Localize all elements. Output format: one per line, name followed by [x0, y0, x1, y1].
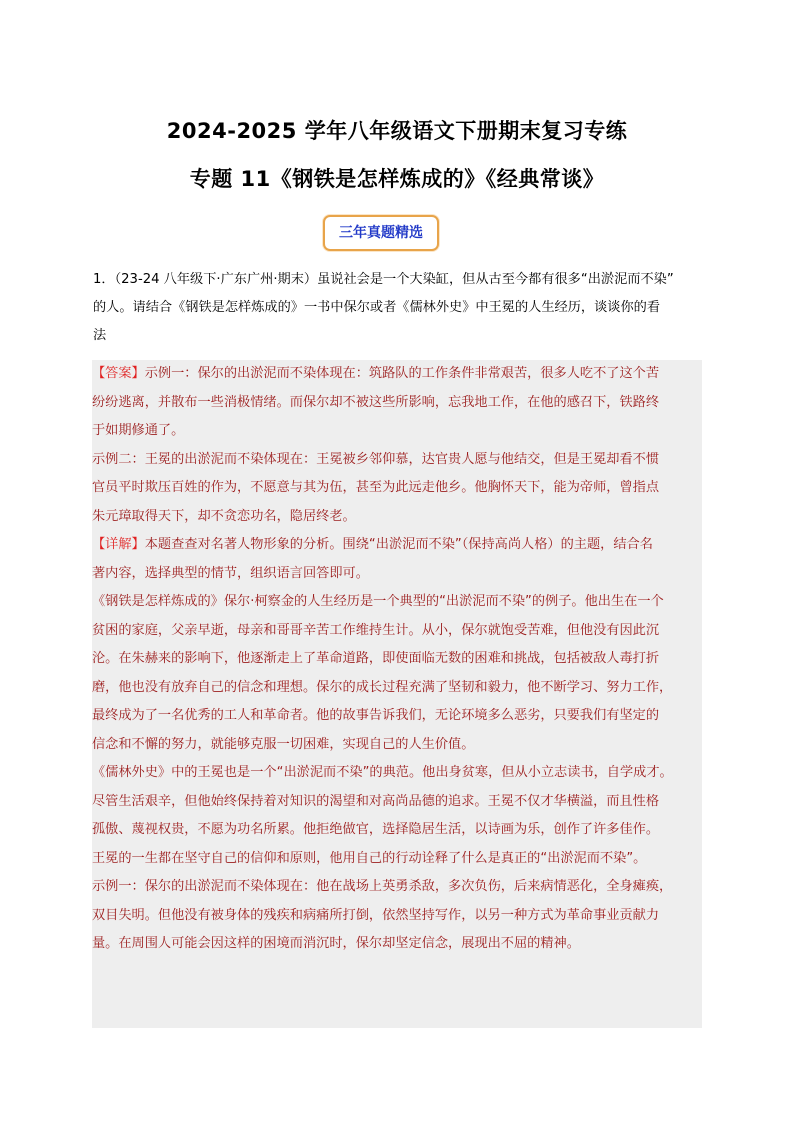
answer-line: 量。在周围人可能会因这样的困境而消沉时，保尔却坚定信念，展现出不屈的精神。: [92, 936, 580, 951]
answer-line: 最终成为了一名优秀的工人和革命者。他的故事告诉我们，无论环境多么恶劣，只要我们有坚定的: [92, 708, 660, 723]
answer-line: 信念和不懈的努力，就能够克服一切困难，实现自己的人生价值。: [92, 736, 475, 752]
answer-line: [92, 360, 702, 389]
detail-line: [92, 531, 702, 560]
answer-text: 示例一：保尔的出淤泥而不染体现在：筑路队的工作条件非常艰苦，很多人吃不了这个苦: [144, 366, 660, 381]
question-block: [93, 266, 711, 350]
document-subtitle: 专题 11《钢铁是怎样炼成的》《经典常谈》: [189, 167, 605, 191]
answer-line: 纷纷逃离，并散布一些消极情绪。而保尔却不被这些所影响，忘我地工作，在他的感召下，铁路终: [92, 394, 660, 410]
answer-line: 尽管生活艰辛，但他始终保持着对知识的渴望和对高尚品德的追求。王冕不仅才华横溢，而且性格: [92, 793, 660, 809]
answer-line: 著内容，选择典型的情节，组织语言回答即可。: [92, 565, 369, 581]
answer-line: 《儒林外史》中的王冕也是一个“出淤泥而不染”的典范。他出身贫寒，但从小立志读书，自学成才。: [92, 765, 673, 780]
answer-line: 王冕的一生都在坚守自己的信仰和原则，他用自己的行动诠释了什么是真正的“出淤泥而不染”。: [92, 850, 647, 866]
answer-line: 贫困的家庭，父亲早逝，母亲和哥哥辛苦工作维持生计。从小，保尔就饱受苦难，但他没有因此沉: [92, 622, 660, 638]
answer-block: [92, 360, 702, 1028]
answer-line: 示例二：王冕的出淤泥而不染体现在：王冕被乡邻仰慕，达官贵人愿与他结交，但是王冕却看不惯: [92, 451, 660, 467]
detail-tag: 【详解】: [92, 537, 145, 552]
answer-tag: 【答案】: [92, 366, 145, 381]
section-badge: 三年真题精选: [323, 215, 439, 251]
answer-line: 官员平时欺压百姓的作为，不愿意与其为伍，甚至为此远走他乡。他胸怀天下，能为帝师，曾指点: [92, 480, 660, 495]
answer-line: 《钢铁是怎样炼成的》保尔·柯察金的人生经历是一个典型的“出淤泥而不染”的例子。他出生在一个: [92, 594, 664, 609]
answer-line: 于如期修通了。: [92, 423, 185, 438]
detail-text: 本题查查对名著人物形象的分析。围绕“出淤泥而不染”（保持高尚人格）的主题，结合名: [144, 537, 653, 552]
question-line: 1．（23-24 八年级下·广东广州·期末）虽说社会是一个大染缸，但从古至今都有很多“出淤泥而不染”: [93, 272, 674, 287]
answer-line: 朱元璋取得天下，却不贪恋功名，隐居终老。: [92, 508, 356, 524]
question-line: 的人。请结合《钢铁是怎样炼成的》一书中保尔或者《儒林外史》中王冕的人生经历，谈谈你的看: [93, 300, 661, 315]
document-title: 2024-2025 学年八年级语文下册期末复习专练: [166, 119, 628, 143]
answer-line: 双目失明。但他没有被身体的残疾和病痛所打倒，依然坚持写作，以另一种方式为革命事业贡献力: [92, 907, 660, 923]
answer-line: 孤傲、蔑视权贵，不愿为功名所累。他拒绝做官，选择隐居生活，以诗画为乐，创作了许多佳作。: [92, 822, 660, 837]
answer-line: 示例一：保尔的出淤泥而不染体现在：他在战场上英勇杀敌，多次负伤，后来病情恶化，全身瘫痪，: [92, 879, 673, 894]
question-line: 法: [93, 328, 107, 343]
answer-line: 沦。在朱赫来的影响下，他逐渐走上了革命道路，即使面临无数的困难和挑战，包括被敌人毒打折: [92, 651, 660, 666]
answer-line: 磨，他也没有放弃自己的信念和理想。保尔的成长过程充满了坚韧和毅力，他不断学习、努力工作，: [92, 679, 673, 695]
